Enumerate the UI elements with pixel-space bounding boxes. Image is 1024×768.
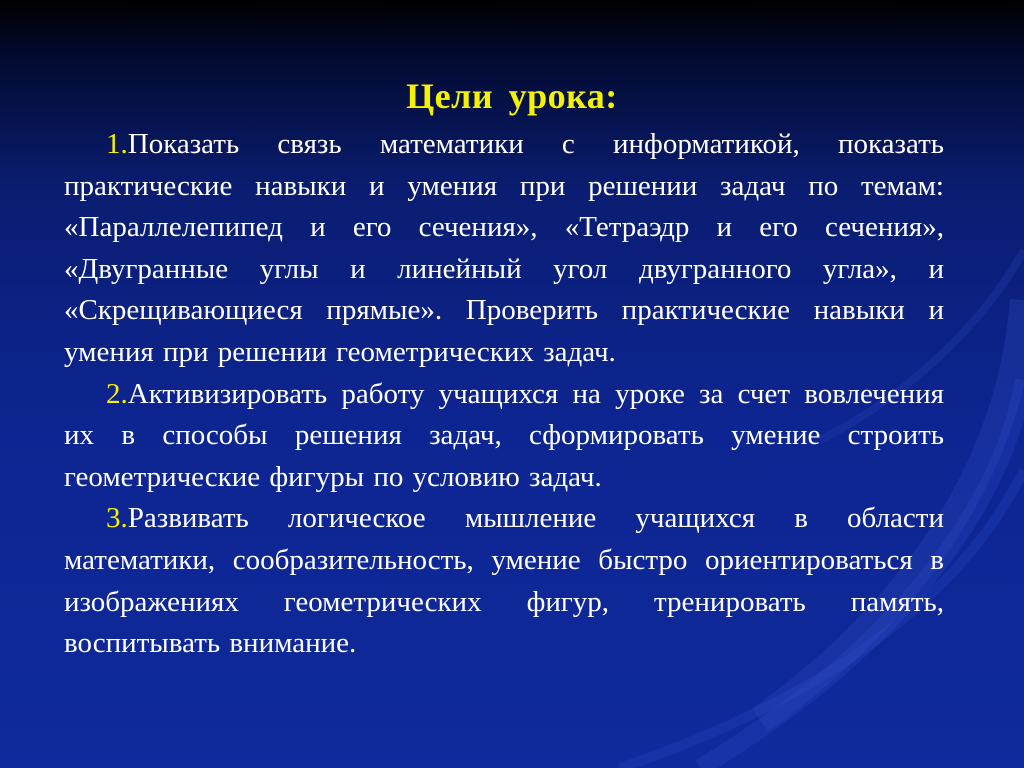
slide-title: Цели урока: <box>406 76 618 116</box>
goal-item-1 <box>64 124 944 374</box>
goal-number: 3. <box>106 502 128 535</box>
goal-item-3 <box>64 498 944 664</box>
goal-text: Активизировать работу учащихся на уроке за счет вовлечения их в способы решения задач, сформировать умение строить геометрические фигуры по условию задач. <box>64 377 944 493</box>
goal-item-2 <box>64 374 944 499</box>
goal-text: Развивать логическое мышление учащихся в области математики, сообразительность, умение быстро ориентироваться в изображениях геометрических фигур, тренировать память, воспитывать внимание. <box>64 502 944 660</box>
goal-text: Показать связь математики с информатикой, показать практические навыки и умения при решении задач по темам: «Параллелепипед и его сечения», «Тетраэдр и его сечения», «Двугранные углы и линейный угол двугранного угла», и «Скрещивающиеся прямые». Проверить практические навыки и умения при решении геометрических задач. <box>64 128 944 368</box>
goals-list <box>64 124 944 665</box>
goal-number: 1. <box>106 128 128 160</box>
goal-number: 2. <box>106 377 128 410</box>
